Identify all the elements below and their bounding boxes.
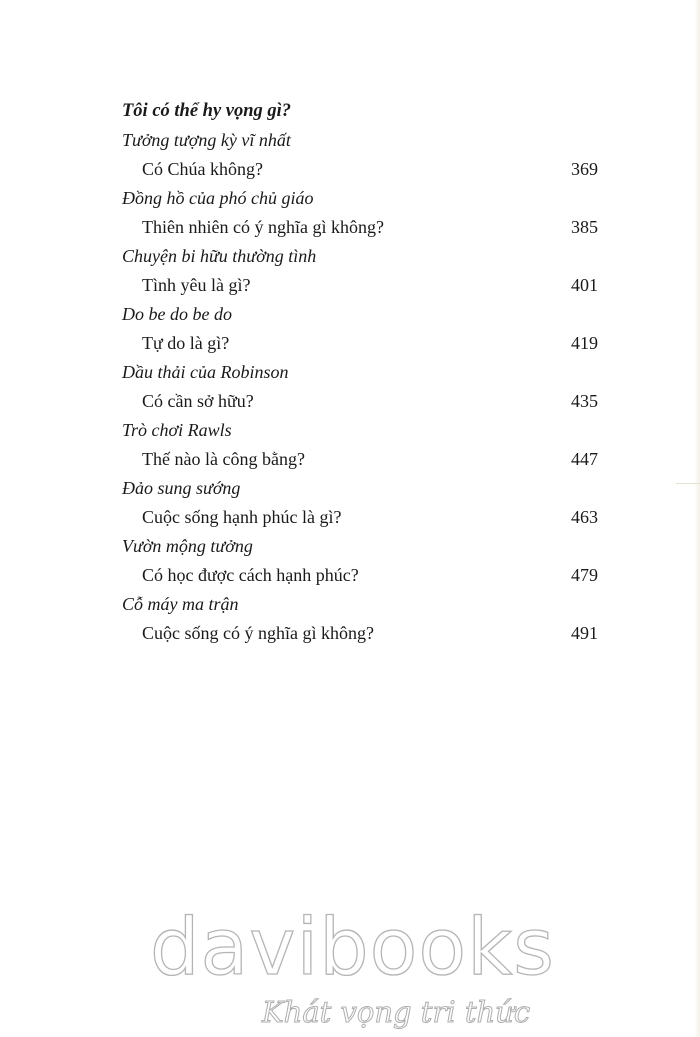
chapter-question: Thiên nhiên có ý nghĩa gì không? <box>142 217 384 237</box>
chapter-question: Tình yêu là gì? <box>142 275 251 295</box>
page-number: 463 <box>571 507 598 527</box>
toc-entry <box>122 184 602 242</box>
chapter-question: Tự do là gì? <box>142 333 230 353</box>
entry-row <box>122 155 602 184</box>
chapter-title: Dầu thải của Robinson <box>122 362 289 382</box>
watermark-tagline: Khát vọng tri thức <box>262 995 531 1029</box>
entry-row <box>122 561 602 590</box>
entry-row <box>122 619 602 648</box>
toc-entry <box>122 474 602 532</box>
chapter-question: Có học được cách hạnh phúc? <box>142 565 359 585</box>
page-edge-shadow <box>694 0 700 1037</box>
entry-row <box>122 213 602 242</box>
toc-entry <box>122 532 602 590</box>
chapter-title: Tưởng tượng kỳ vĩ nhất <box>122 130 291 150</box>
entry-row <box>122 271 602 300</box>
table-of-contents <box>122 96 602 648</box>
toc-entry <box>122 590 602 648</box>
entry-row <box>122 445 602 474</box>
chapter-question: Thế nào là công bằng? <box>142 449 305 469</box>
page-number: 369 <box>571 159 598 179</box>
chapter-question: Cuộc sống hạnh phúc là gì? <box>142 507 342 527</box>
toc-entry <box>122 300 602 358</box>
chapter-title: Chuyện bi hữu thường tình <box>122 246 317 266</box>
chapter-question: Có cần sở hữu? <box>142 391 254 411</box>
entry-row <box>122 503 602 532</box>
chapter-title: Vườn mộng tưởng <box>122 536 253 556</box>
page-number: 385 <box>571 217 598 237</box>
chapter-title: Do be do be do <box>122 304 232 324</box>
chapter-title: Cỗ máy ma trận <box>122 594 239 614</box>
chapter-question: Có Chúa không? <box>142 159 263 179</box>
toc-entry <box>122 242 602 300</box>
section-title: Tôi có thể hy vọng gì? <box>122 101 292 121</box>
chapter-title: Đồng hồ của phó chủ giáo <box>122 188 314 208</box>
page-number: 491 <box>571 623 598 643</box>
page-edge-line <box>676 483 700 484</box>
page-number: 419 <box>571 333 598 353</box>
toc-entry <box>122 358 602 416</box>
entry-row <box>122 329 602 358</box>
page-number: 479 <box>571 565 598 585</box>
page-number: 447 <box>571 449 598 469</box>
chapter-title: Đảo sung sướng <box>122 478 241 498</box>
page-number: 401 <box>571 275 598 295</box>
watermark-brand: davibooks <box>150 903 555 993</box>
toc-entry <box>122 126 602 184</box>
page-number: 435 <box>571 391 598 411</box>
chapter-question: Cuộc sống có ý nghĩa gì không? <box>142 623 374 643</box>
toc-entry <box>122 416 602 474</box>
entry-row <box>122 387 602 416</box>
chapter-title: Trò chơi Rawls <box>122 420 232 440</box>
